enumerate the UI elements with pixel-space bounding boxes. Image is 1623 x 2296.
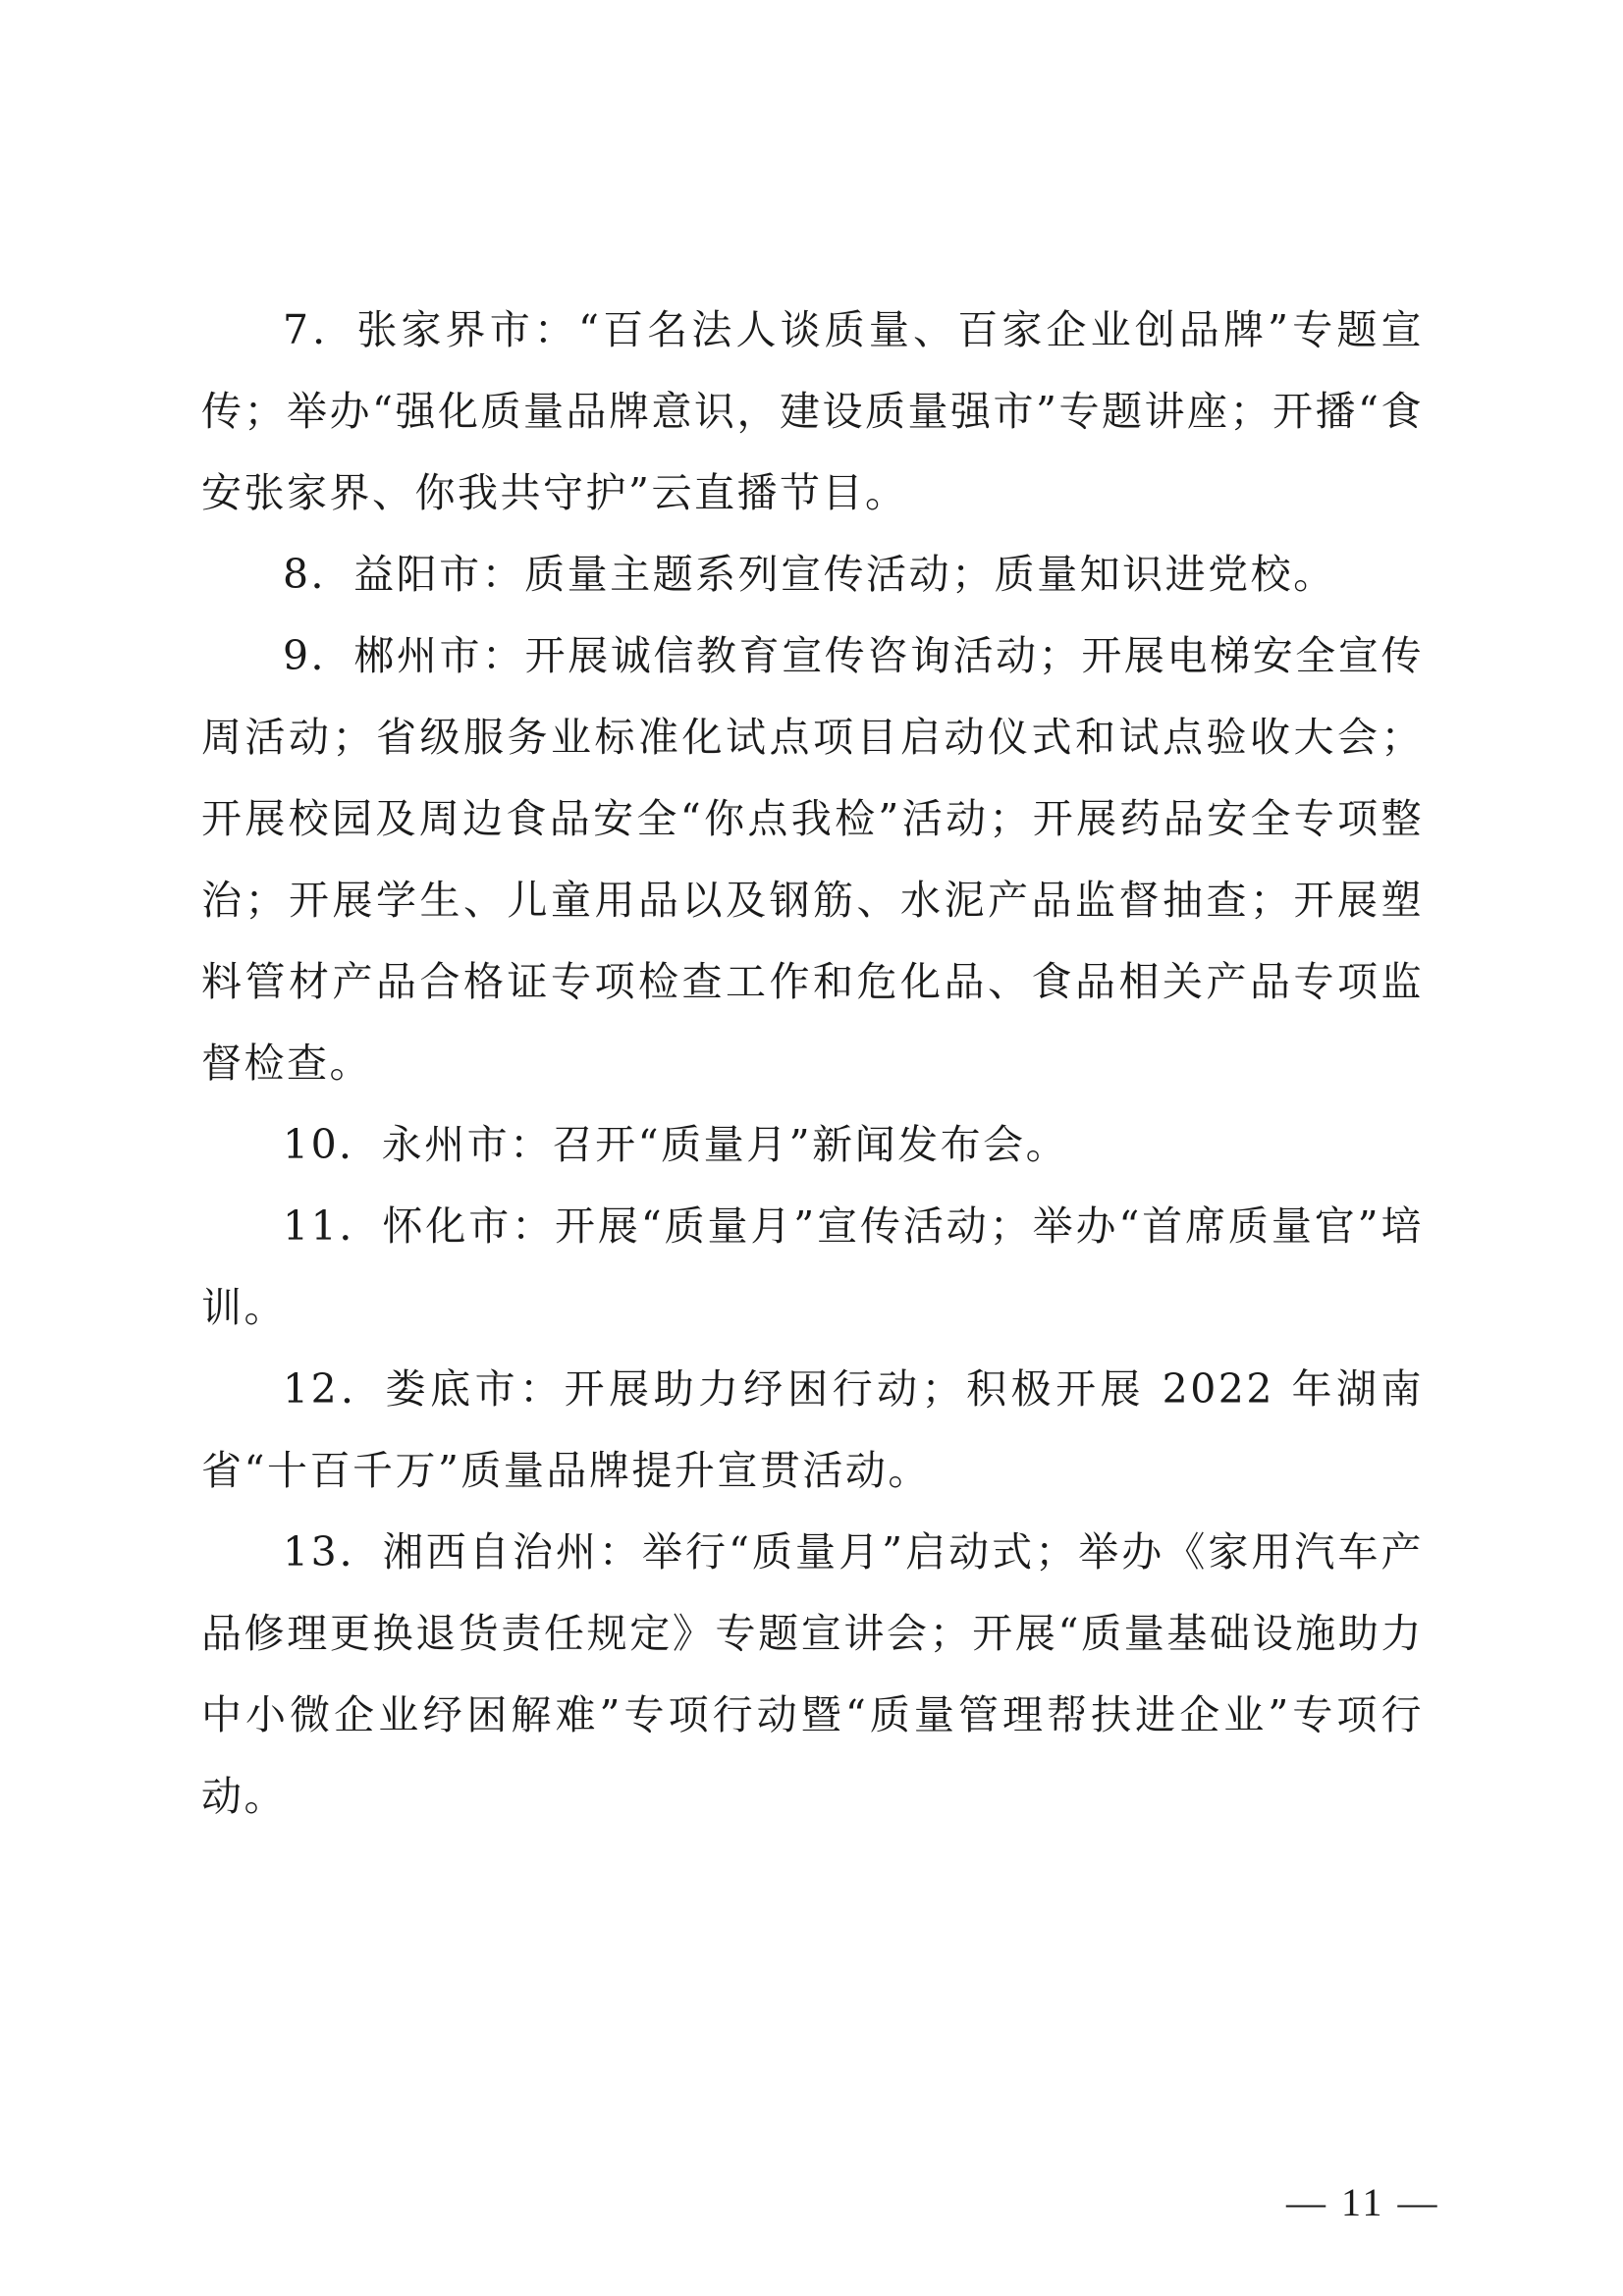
paragraph-xiangxi: 13．湘西自治州：举行“质量月”启动式；举办《家用汽车产品修理更换退货责任规定》专题宣讲会；开展“质量基础设施助力中小微企业纾困解难”专项行动暨“质量管理帮扶进企业”专项行动。 xyxy=(201,1528,1424,1820)
document-body xyxy=(201,290,1424,1838)
paragraph-yongzhou: 10．永州市：召开“质量月”新闻发布会。 xyxy=(283,1121,1069,1168)
page-number: — 11 — xyxy=(1286,2180,1440,2224)
paragraph-loudi: 12．娄底市：开展助力纾困行动；积极开展 2022 年湖南省“十百千万”质量品牌提升宣贯活动。 xyxy=(201,1365,1424,1494)
paragraph-huaihua: 11．怀化市：开展“质量月”宣传活动；举办“首席质量官”培训。 xyxy=(201,1202,1424,1331)
paragraph-yiyang: 8．益阳市：质量主题系列宣传活动；质量知识进党校。 xyxy=(283,551,1336,598)
paragraph-zhangjiajie: 7．张家界市：“百名法人谈质量、百家企业创品牌”专题宣传；举办“强化质量品牌意识，建设质量强市”专题讲座；开播“食安张家界、你我共守护”云直播节目。 xyxy=(201,306,1424,516)
paragraph-chenzhou: 9．郴州市：开展诚信教育宣传咨询活动；开展电梯安全宣传周活动；省级服务业标准化试点项目启动仪式和试点验收大会；开展校园及周边食品安全“你点我检”活动；开展药品安全专项整治；开展学生、儿童用品以及钢筋、水泥产品监督抽查；开展塑料管材产品合格证专项检查工作和危化品、食品相关产品专项监督检查。 xyxy=(201,632,1424,1087)
